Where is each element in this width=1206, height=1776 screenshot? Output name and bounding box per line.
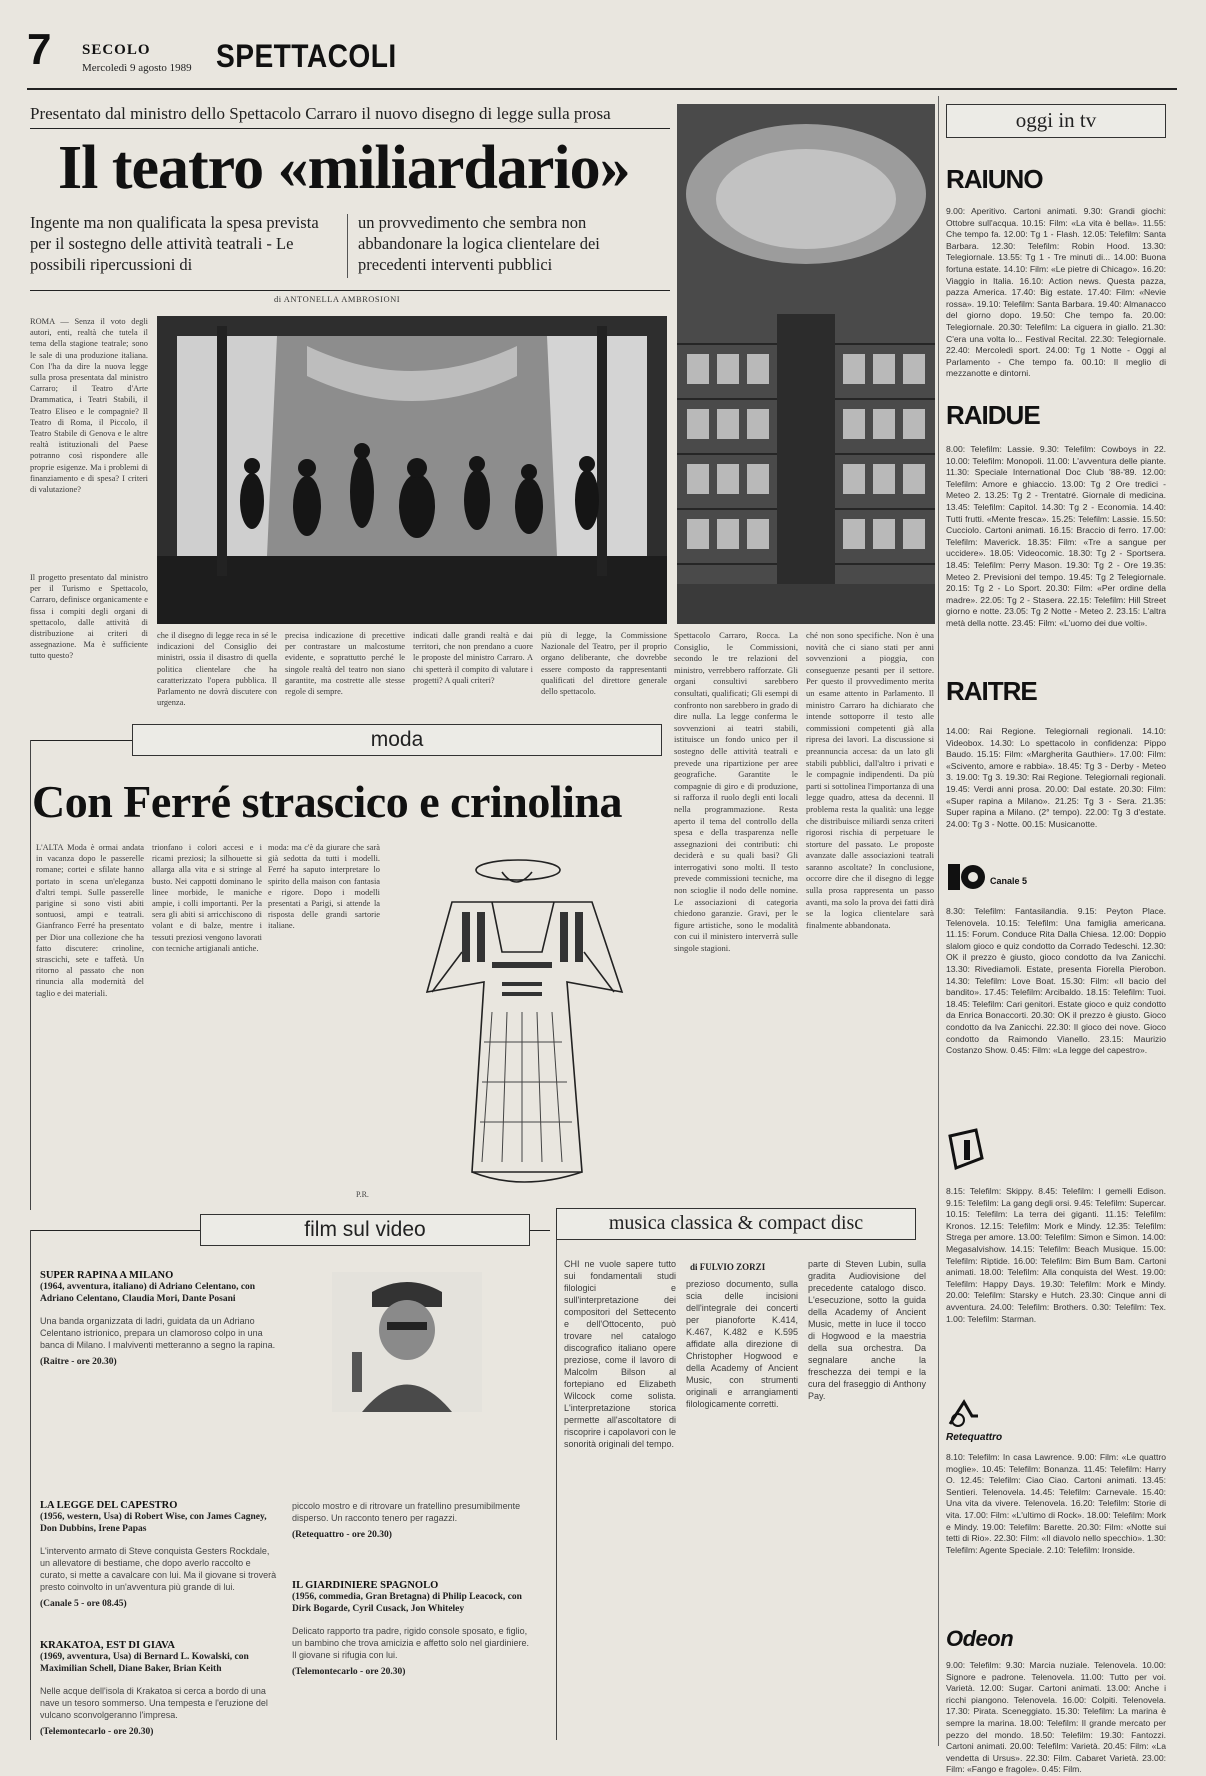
raiuno-logo: RAIUNO <box>946 164 1043 194</box>
moda-col-2: trionfano i colori accesi e i ricami preziosi; la silhouette si allarga alla vita e si stringe al busto. Nei cappotti dominano le linee morbide, le maniche ampie, i colli importanti. Per la sera gli abiti si arricchiscono di volant e di balze, mentre i tessuti preziosi vengono lavorati con tecniche artigianali antiche. <box>152 843 262 953</box>
film-description: Una banda organizzata di ladri, guidata da un Adriano Celentano istrionico, prepara un clamoroso colpo in una banca di Milano. I malviventi metteranno a segno la rapina. <box>40 1316 276 1350</box>
moda-col-1: L'ALTA Moda è ormai andata in vacanza dopo le passerelle romane; cortei e sfilate hanno portato in scena un'eleganza d'altri tempi. Sulle passerelle parigine si sono visti abiti sontuosi, ampi e teatrali. Gianfranco Ferré ha presentato per Dior una collezione che ha fatto discutere: crinoline, strascichi, sete e taffetà. Un ritorno al passato che non rinuncia alla modernità del taglio e dei materiali. <box>36 843 144 998</box>
raidue-schedule: 8.00: Telefilm: Lassie. 9.30: Telefilm: Cowboys in 22. 10.00: Telefilm: Monopoli. 11.00: L'avventura delle piante. 11.30: Speciale International Doc Club '88-'89. 12.00: Telefilm: Amore e ghiaccio. 13.00: Tg 2 Ore tredici - Meteo 2. 13.25: Tg 2 - Trentatré. Giornale di medicina. 13.45: Telefilm: Capitol. 14.30: Tg 2 - Economia. 14.40: Tutti frutti. «Mente fresca». 15.25: Telefilm: Lassie. 15.50: Cucciolo. Cartoni animati. 16.15: Braccio di ferro. 17.00: Telefilm: Maverick. 18.35: Film: «Tre a sangue per uccidere». 18.05: Videocomic. 18.30: Tg 2 - Sportsera. 18.45: Telefilm: Perry Mason. 19.30: Tg 2 - Ore 19.35: Meteo 2. Previsioni del tempo. 19.45: Tg 2 Telegiornale. 20.15: Tg 2 - Lo Sport. 20.30: Film: «Per ordine della madre». 22.05: Tg 2 - Stasera. 22.15: Telefilm: Hill Street giorno e notte. 23.05: Tg 2 Notte - Meteo 2. 23.15: L'altra metà della notte. 23.45: Film: «L'uomo dei due volti». <box>946 444 1166 628</box>
raidue-logo: RAIDUE <box>946 400 1040 430</box>
kicker-rule <box>30 128 670 129</box>
lead-headline: Il teatro «miliardario» <box>58 134 630 202</box>
lead-right-col2: ché non sono specifiche. Non è una novità che ci siano stati per anni sovvenzioni a pioggia, con conseguenze pesanti per il settore. Per questo il provvedimento merita un esame attento in Parlamento. Il ministro Carraro ha dichiarato che intende sottoporre il testo alle commissioni competenti già alla ripresa dei lavori. La discussione si preannuncia accesa: da un lato gli stabili pubblici, dall'altro i privati e le compagnie indipendenti. Da più parti si sottolinea l'importanza di una legge quadro, attesa da decenni. Il problema resta la qualità: una legge che distribuisce miliardi senza criteri rigorosi rischia di perpetuare le storture del passato. Le proposte avanzate dalle associazioni teatrali saranno ascoltate? In conclusione, occorre dire che il disegno di legge sulla prosa rappresenta un passo avanti, ma solo la prova dei fatti dirà se la logica clientelare sarà finalmente abbandonata. <box>806 630 934 930</box>
film-source: (Telemontecarlo - ore 20.30) <box>40 1727 154 1737</box>
film-description: Nelle acque dell'isola di Krakatoa si cerca a bordo di una nave un tesoro sommerso. Una tempesta e l'eruzione del vulcano sconvolgeranno l'impresa. <box>40 1686 268 1720</box>
moda-frame-left <box>30 740 31 1210</box>
raiuno-schedule: 9.00: Aperitivo. Cartoni animati. 9.30: Grandi giochi: Ottobre sull'acqua. 10.15: Film: «La vita è bella». 11.55: Che tempo fa. 12.00: Tg 1 - Flash. 12.05: Telefilm: Santa Barbara. 12.30: Telefilm: Robin Hood. 13.30: Telegiornale. 13.55: Tg 1 - Tre minuti di... 14.00: Buona fortuna estate. 14.10: Film: «Le pietre di Chicago». 16.20: Viaggio in Italia. 16.10: Action news. Questa pazza, pazza America. 17.40: Big estate. 17.40: Film: «Nevie rossa». 19.10: Telefilm: Santa Barbara. 19.40: Almanacco del giorno dopo. 19.50: Che tempo fa. 20.00: Telegiornale. 20.30: Telefilm: La ciguera in giallo. 21.30: C'era una volta lo... Festival Recital. 22.30: Telegiornale. 22.40: Mercoledì sport. 24.00: Tg 1 Notte - Oggi al Parlamento - Che tempo fa. 00.10: Il meglio di mezzanotte e dintorni. <box>946 206 1166 379</box>
film-item-2 <box>40 1500 280 1609</box>
moda-headline: Con Ferré strascico e crinolina <box>32 776 622 827</box>
moda-label: moda <box>370 728 424 751</box>
film-item-4 <box>292 1500 532 1540</box>
film-frame-left <box>30 1230 31 1740</box>
lead-col1-top: ROMA — Senza il voto degli autori, enti, realtà che tutela il tema della stagione teatrale; sono le sale di una produzione italiana. Con l'ha da dire la nuova legge sulla prosa presentata dal ministro Carraro; il Teatro d'Arte Drammatica, i Teatri Stabili, il Teatro Eliseo e le compagnie? Il Teatro di Roma, il Piccolo, il Teatro Stabile di Genova e le altre realtà istituzionali del Paese potranno così rispondere alle proprie esigenze. Ma i problemi di finanziamento e di spesa? I criteri di valutazione? <box>30 317 148 495</box>
musica-byline: di FULVIO ZORZI <box>690 1262 766 1272</box>
film-item-5 <box>292 1580 532 1677</box>
italia1-schedule: 8.15: Telefilm: Skippy. 8.45: Telefilm: I gemelli Edison. 9.15: Telefilm: La gang degli orsi. 9.45: Telefilm: Supercar. 10.15: Telefilm: La terra dei giganti. 11.15: Telefilm: Kronos. 12.15: Telefilm: Mork e Mindy. 12.35: Telefilm: Strega per amore. 13.00: Telefilm: Simon e Simon. 14.00: Megasalvishow. 14.15: Telefilm: Beach Musique. 15.00: Telefilm: Riptide. 16.00: Telefilm: Bim Bum Bam. Cartoni animati. 18.00: Telefilm: Alla conquista del West. 19.00: Telefilm: Happy Days. 19.30: Telefilm: Mork e Mindy. 20.00: Telefilm: Starsky e Hutch. 23.30: Cinque anni di avventura. 24.00: Telefilm: Brothers. 0.30: Telefilm: Tex. 1.00: Telefilm: Starman. <box>946 1186 1166 1324</box>
lead-kicker: Presentato dal ministro dello Spettacolo Carraro il nuovo disegno di legge sulla prosa <box>30 104 611 123</box>
musica-label: musica classica & compact disc <box>608 1212 864 1234</box>
deck-divider <box>347 214 348 278</box>
film-frame-top-right <box>530 1230 550 1231</box>
film-meta: (1956, western, Usa) di Robert Wise, con James Cagney, Don Dubbins, Irene Papas <box>40 1512 267 1534</box>
odeon-logo: Odeon <box>946 1626 1014 1651</box>
retequattro-schedule: 8.10: Telefilm: In casa Lawrence. 9.00: Film: «Le quattro moglie». 10.45: Telefilm: Bonanza. 11.45: Telefilm: Harry O. 12.45: Telefilm: Ciao Ciao. Cartoni animati. 13.45: Sentieri. Telenovela. 14.45: Telefilm: Carnevale. 15.40: Una vita da vivere. Telenovela. 16.20: Telefilm: Storie di vita. 17.00: Film: «L'ultimo di Rock». 18.00: Telefilm: Mork e Mindy. 19.00: Telefilm: Barette. 20.30: Film: «Notte sui tetti di Rio». 22.30: Film: «Il diavolo nello specchio». 1.30: Telefilm: Agente Speciale. 2.10: Telefilm: Ironside. <box>946 1452 1166 1555</box>
theatre-photo <box>677 104 935 624</box>
page-number: 7 <box>27 25 52 74</box>
lead-lower-col-1: che il disegno di legge reca in sé le indicazioni del Consiglio dei ministri, ossia il disastro di quella politica clientelare che ha caratterizzato l'opera pubblica. Il Parlamento ne dovrà discutere con urgenza. <box>157 631 277 708</box>
film-frame-top-left <box>30 1230 200 1231</box>
film-title: IL GIARDINIERE SPAGNOLO <box>292 1580 439 1591</box>
raitre-logo: RAITRE <box>946 676 1037 706</box>
film-description: Delicato rapporto tra padre, rigido console sposato, e figlio, un bambino che trova amicizia e affetto solo nel giardiniere. Il giovane si rifugia con lui. <box>292 1626 529 1660</box>
musica-frame-left <box>556 1240 557 1740</box>
moda-col-3: moda: ma c'è da giurare che sarà già sedotta da tutti i modelli. Ferré ha saputo interpretare lo spirito della maison con fantasia e rigore. Dopo i modelli presentati a Parigi, si attende la risposta delle grandi sartorie italiane. <box>268 843 380 931</box>
film-title: KRAKATOA, EST DI GIAVA <box>40 1640 175 1651</box>
lead-lower-col-3: indicati dalle grandi realtà e dai territori, che non prendano a cuore le proposte del ministro Carraro. A chi spetterà il compito di valutare i progetti? A quali criteri? <box>413 631 533 685</box>
moda-signature: P.R. <box>356 1190 369 1199</box>
film-source: (Retequattro - ore 20.30) <box>292 1530 392 1540</box>
lead-byline: di ANTONELLA AMBROSIONI <box>274 294 401 304</box>
film-title: SUPER RAPINA A MILANO <box>40 1270 174 1281</box>
fashion-illustration <box>392 842 654 1202</box>
lead-lower-col-4: più di legge, la Commissione Nazionale del Teatro, per il proprio organo deliberante, che dovrebbe essere composto da rappresentanti qualificati del direttore generale dello spettacolo. <box>541 631 667 697</box>
film-meta: (1969, avventura, Usa) di Bernard L. Kowalski, con Maximilian Schell, Diane Baker, Brian Keith <box>40 1652 249 1674</box>
masthead-rule <box>27 88 1177 90</box>
raitre-schedule: 14.00: Rai Regione. Telegiornali regionali. 14.10: Videobox. 14.30: Lo spettacolo in confidenza: Pippo Baudo. 15.15: Film: «Margherita Gauthier». 17.00: Film: «Scivento, amore e rabbia». 18.45: Tg 3 - Derby - Meteo 3. 19.00: Tg 3. 19.30: Rai Regione. Telegiornali regionali. 19.45: Verdi anni prosa. 20.00: Dal estate. 20.30: Film: «Super rapina a Milano». 21.25: Tg 3 - Sera. 21.35: Super rapina a Milano. (2° tempo). 22.00: Tg 3 d'estate. 24.00: Tg 3 - Notte. 00.15: Musicanotte. <box>946 726 1166 829</box>
canale5-schedule: 8.30: Telefilm: Fantasilandia. 9.15: Peyton Place. Telenovela. 10.15: Telefilm: Una famiglia americana. 11.15: Forum. Conduce Rita Dalla Chiesa. 12.00: Doppio slalom gioco e quiz condotto da Corrado Tedeschi. 12.30: OK il prezzo è giusto, gioco condotto da Iva Zanicchi. 13.30: Rivediamoli. Estate, presenta Fiorella Pierobon. 14.30: Telefilm: Love Boat. 15.30: Film: «Il bacio del bandito». 17.45: Telefilm: Arcibaldo. 18.15: Telefilm: Tuoi. 18.45: Telefilm: Cari genitori. Estate gioco e quiz condotto da Enrica Bonaccorti. 20.30: OK il prezzo è giusto. Gioco condotto da Iva Zanicchi. 22.30: Il gioco dei nove. Gioco condotto da Raimondo Vianello. 23.15: Maurizio Costanzo Show. 0.45: Film: «La legge del capestro». <box>946 906 1166 1056</box>
film-source: (Canale 5 - ore 08.45) <box>40 1599 127 1609</box>
film-description: L'intervento armato di Steve conquista Gesters Rockdale, un allevatore di bestiame, che dopo averlo raccolto e curato, si mette a cavalcare con lui. Ma il giovane si troverà presto coinvolto in un'avventura più grande di lui. <box>40 1546 277 1592</box>
retequattro-logo-icon <box>946 1398 982 1430</box>
film-item-1 <box>40 1270 280 1367</box>
film-description: piccolo mostro e di ritrovare un fratellino presumibilmente disperso. Un racconto tenero per ragazzi. <box>292 1501 521 1523</box>
musica-col-1: CHI ne vuole sapere tutto sui fondamentali studi filologici e sull'interpretazione dei compositori del Settecento e dell'Ottocento, può trovare nel catalogo discografico italiano opere preziose, come il lavoro di Malcolm Bilson al fortepiano ed Elizabeth Wilcock come solista. L'interpretazione storica permette all'ascoltatore di riscoprire i capolavori con le sonorità originali del tempo. <box>564 1259 676 1449</box>
film-meta: (1964, avventura, italiano) di Adriano Celentano, con Adriano Celentano, Claudia Mori, Dante Posani <box>40 1282 256 1304</box>
byline-rule <box>30 290 670 291</box>
italia1-logo-icon <box>946 1128 986 1172</box>
lead-deck-right: un provvedimento che sembra non abbandonare la logica clientelare dei precedenti interventi pubblici <box>358 213 600 274</box>
canale5-logo: Canale 5 <box>990 876 1028 886</box>
stage-photo <box>157 316 667 624</box>
canale5-logo-icon <box>946 860 986 894</box>
film-meta: (1956, commedia, Gran Bretagna) di Philip Leacock, con Dirk Bogarde, Cyril Cusack, Jon Whiteley <box>292 1592 522 1614</box>
lead-deck-left: Ingente ma non qualificata la spesa prevista per il sostegno delle attività teatrali - Le possibili ripercussioni di <box>30 213 319 274</box>
musica-col-3: parte di Steven Lubin, sulla gradita Audiovisione del precedente catalogo disco. L'esecuzione, sotto la guida della Academy of Ancient Music, mette in luce il tocco di Hogwood e la maestria della sua orchestra. Da segnalare anche la freschezza dei tempi e la cura del fraseggio di Anthony Pay. <box>808 1259 926 1401</box>
film-title: LA LEGGE DEL CAPESTRO <box>40 1500 178 1511</box>
lead-right-col1: Spettacolo Carraro, Rocca. La Consiglio, le Commissioni, secondo le tre relazioni del ministro, verrebbero rafforzate. Gli organi consultivi sarebbero consultati, qualificati; Gli esempi di confronto non sarebbero in grado di dire nulla. La legge conferma le sovvenzioni ai teatri stabili, istituisce un fondo unico per il sostegno delle attività teatrali e prevede una ripartizione per aree geografiche. Garantite le compagnie di giro e di produzione, si rafforza il ruolo degli enti locali nella programmazione. Resta aperto il tema del controllo della spesa e della trasparenza nelle assegnazioni dei contributi: chi deciderà e su quali basi? Gli interrogativi sono molti. Il testo prevede commissioni tecniche, ma non scioglie il nodo delle nomine. Le associazioni di categoria chiedono garanzie. Gravi, per le figure artistiche, sono le modalità con cui il ministero interverrà sulle singole stagioni. <box>674 630 798 954</box>
film-source: (Telemontecarlo - ore 20.30) <box>292 1667 406 1677</box>
issue-date: Mercoledì 9 agosto 1989 <box>82 62 192 74</box>
film-label: film sul video <box>304 1218 426 1241</box>
odeon-schedule: 9.00: Telefilm: 9.30: Marcia nuziale. Telenovela. 10.00: Signore e padrone. Telenovela. 11.00: Tutto per voi. Varietà. 12.00: Sugar. Cartoni animati. 13.00: Anche i ricchi piangono. Telenovela. 16.00: Colpiti. Telenovela. 17.30: Pirata. Sceneggiato. 15.30: Telefilm: La marina è sempre la marina. 18.00: Telefilm: Il grande mercato per pezzo del mondo. 18.50: Telefilm: 19.30: Fantozzi. Cartoni animati. 20.00: Telefilm: Varietà. 20.45: Film: «La vendetta di Ursus». 22.30: Film. Cabaret Varietà. 23.00: Film: «Fango e fragole». 0.45: Film. <box>946 1660 1166 1775</box>
section-title: SPETTACOLI <box>216 38 397 74</box>
retequattro-logo: Retequattro <box>946 1432 1003 1443</box>
tv-header: oggi in tv <box>1015 108 1097 132</box>
lead-lower-col-2: precisa indicazione di precettive per contrastare un malcostume evidente, e soprattutto perché le singole realtà del teatro non siano garantite, ma costrette alle stesse regole di sempre. <box>285 631 405 697</box>
center-vertical-rule <box>938 96 939 1746</box>
actor-photo <box>332 1272 482 1412</box>
newspaper-name: SECOLO <box>82 42 151 58</box>
film-item-3 <box>40 1640 280 1737</box>
moda-frame-top <box>30 740 132 741</box>
musica-col-2: prezioso documento, sulla scia delle incisioni dell'integrale dei concerti per pianoforte K.414, K.467, K.482 e K.595 affidate alla direzione di Christopher Hogwood e della Academy of Ancient Music, con strumenti originali e arrangiamenti filologicamente corretti. <box>686 1279 798 1409</box>
lead-col1-bottom: Il progetto presentato dal ministro per il Turismo e Spettacolo, Carraro, definisce organicamente e fissa i compiti degli organi di spettacolo, dalle attività di distribuzione ai criteri di assegnazione. Ma è sufficiente tutto questo? <box>30 573 148 661</box>
film-source: (Raitre - ore 20.30) <box>40 1357 117 1367</box>
